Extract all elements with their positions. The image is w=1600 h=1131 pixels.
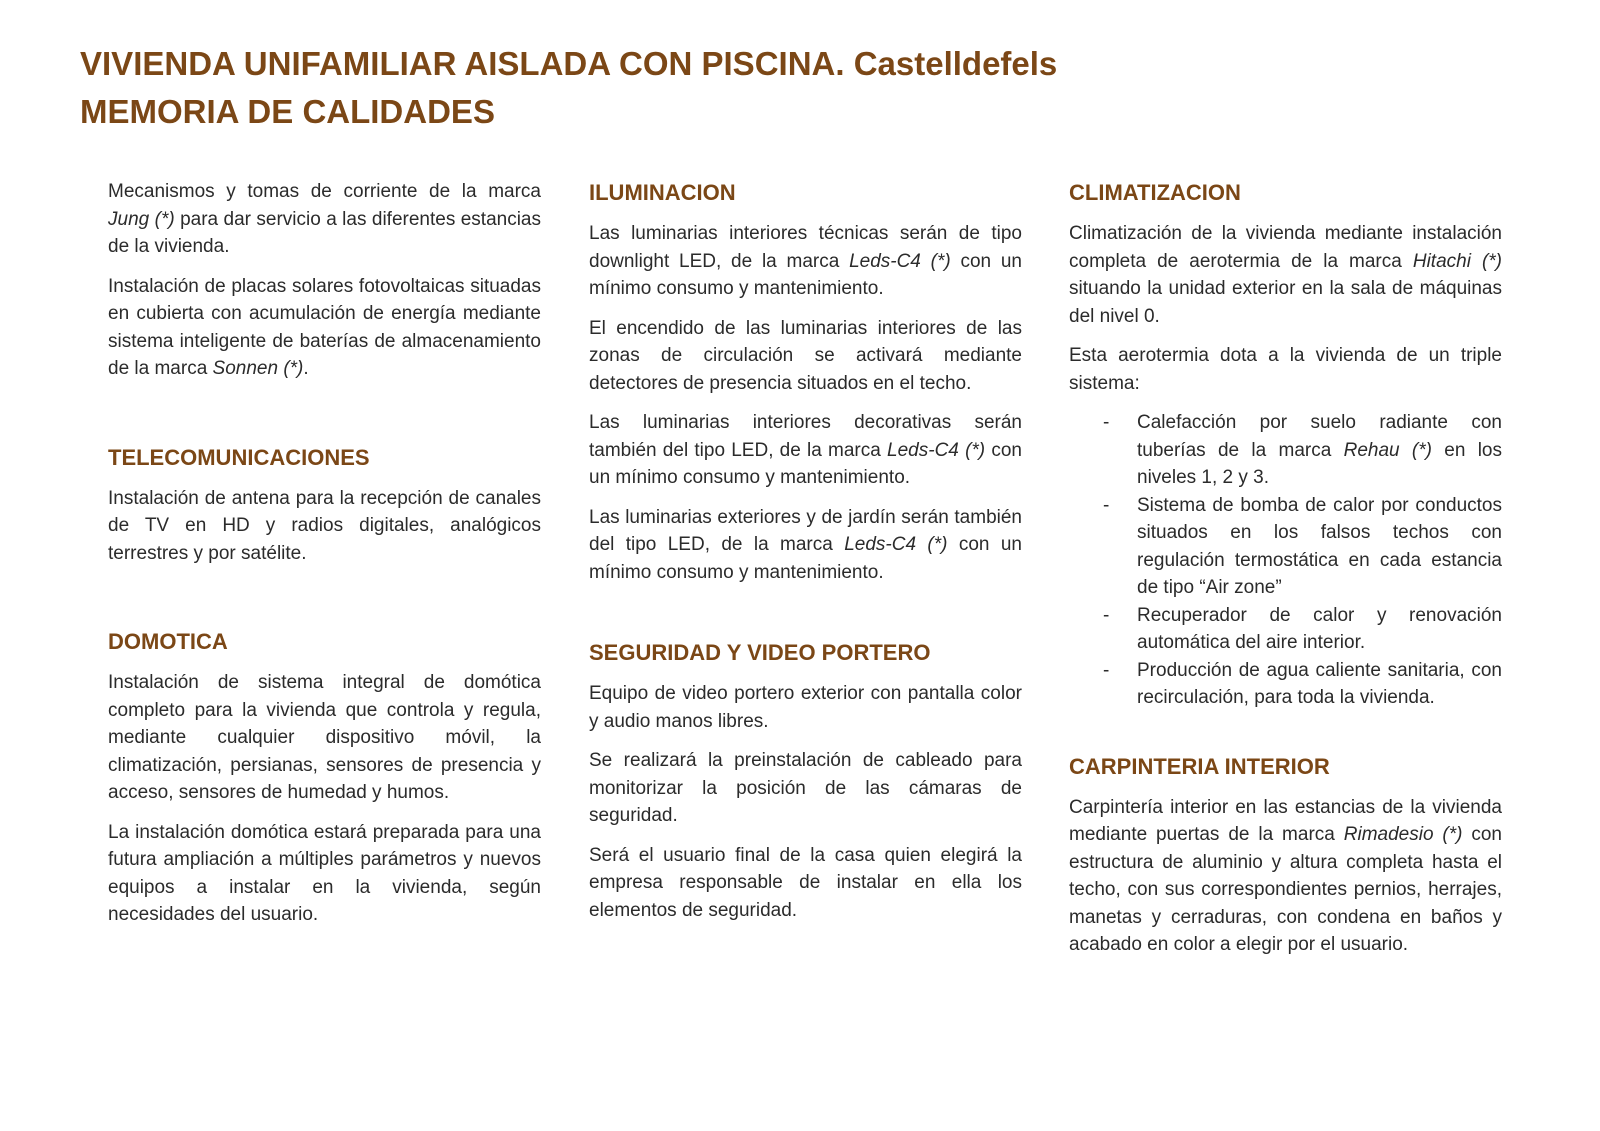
document-title [80, 40, 1057, 136]
column-1 [108, 178, 541, 941]
section-climatizacion [1069, 178, 1502, 712]
list-item: - Recuperador de calor y renovación automática del aire interior. [1137, 602, 1502, 657]
paragraph-iluminacion-1: Las luminarias interiores técnicas serán de tipo downlight LED, de la marca Leds-C4 (*) con un mínimo consumo y mantenimiento. [589, 223, 1023, 299]
heading-telecomunicaciones: TELECOMUNICACIONES [108, 444, 370, 470]
paragraph-domotica-1: Instalación de sistema integral de domótica completo para la vivienda que controla y regula, mediante cualquier dispositivo móvil, la climatización, persianas, sensores de presencia y acceso, sensores de humedad y humos. [108, 672, 541, 803]
heading-climatizacion: CLIMATIZACION [1069, 180, 1241, 205]
paragraph-carpinteria: Carpintería interior en las estancias de la vivienda mediante puertas de la marca Rimadesio (*) con estructura de aluminio y altura completa hasta el techo, con sus correspondientes pernios, herrajes, manetas y cerraduras, con condena en baños y acabado en color a elegir por el usuario. [1069, 796, 1503, 955]
brand-leds-c4: Leds-C4 (*) [844, 534, 948, 555]
list-item: - Calefacción por suelo radiante con tuberías de la marca Rehau (*) en los niveles 1, 2 y 3. [1137, 409, 1502, 492]
paragraph-mecanismos: Mecanismos y tomas de corriente de la marca Jung (*) para dar servicio a las diferentes estancias de la vivienda. [108, 181, 541, 257]
paragraph-antena: Instalación de antena para la recepción de canales de TV en HD y radios digitales, analógicos terrestres y por satélite. [108, 487, 541, 564]
section-telecomunicaciones [108, 443, 541, 568]
title-line-1: VIVIENDA UNIFAMILIAR AISLADA CON PISCINA. Castelldefels [80, 45, 1058, 82]
climatizacion-list [1069, 409, 1502, 712]
column-3 [1069, 178, 1502, 971]
brand-sonnen: Sonnen (*) [212, 358, 304, 379]
heading-domotica: DOMOTICA [108, 629, 228, 654]
heading-iluminacion: ILUMINACION [589, 180, 736, 205]
brand-jung: Jung (*) [108, 208, 175, 230]
paragraph-domotica-2: La instalación domótica estará preparada para una futura ampliación a múltiples parámetros y nuevos equipos a instalar en la vivienda, según necesidades del usuario. [108, 821, 541, 925]
brand-leds-c4: Leds-C4 (*) [849, 250, 951, 272]
brand-hitachi: Hitachi (*) [1412, 250, 1502, 272]
paragraph-seguridad-3: Será el usuario final de la casa quien elegirá la empresa responsable de instalar en ella los elementos de seguridad. [589, 844, 1022, 921]
brand-rimadesio: Rimadesio (*) [1343, 824, 1463, 845]
list-item: - Producción de agua caliente sanitaria, con recirculación, para toda la vivienda. [1137, 657, 1502, 712]
paragraph-placas-solares: Instalación de placas solares fotovoltaicas situadas en cubierta con acumulación de energía mediante sistema inteligente de baterías de almacenamiento de la marca Sonnen (*). [108, 275, 541, 379]
paragraph-iluminacion-3: Las luminarias interiores decorativas serán también del tipo LED, de la marca Leds-C4 (*) con un mínimo consumo y mantenimiento. [589, 412, 1022, 488]
section-carpinteria [1069, 752, 1502, 959]
heading-seguridad: SEGURIDAD Y VIDEO PORTERO [589, 640, 931, 665]
paragraph-iluminacion-2: El encendido de las luminarias interiores de las zonas de circulación se activará mediante detectores de presencia situados en el techo. [589, 317, 1022, 394]
heading-carpinteria: CARPINTERIA INTERIOR [1069, 753, 1330, 779]
paragraph-iluminacion-4: Las luminarias exteriores y de jardín serán también del tipo LED, de la marca Leds-C4 (*) con un mínimo consumo y mantenimiento. [589, 506, 1022, 583]
section-iluminacion [589, 178, 1022, 586]
column-2 [589, 178, 1022, 936]
title-line-2: MEMORIA DE CALIDADES [80, 93, 495, 130]
section-mecanismos [108, 178, 541, 383]
section-seguridad [589, 638, 1022, 924]
paragraph-seguridad-1: Equipo de video portero exterior con pantalla color y audio manos libres. [589, 683, 1022, 732]
brand-leds-c4: Leds-C4 (*) [887, 439, 986, 461]
paragraph-climatizacion-1: Climatización de la vivienda mediante instalación completa de aerotermia de la marca Hitachi (*) situando la unidad exterior en la sala de máquinas del nivel 0. [1069, 223, 1502, 327]
section-domotica [108, 627, 541, 929]
paragraph-climatizacion-2: Esta aerotermia dota a la vivienda de un triple sistema: [1069, 345, 1502, 394]
paragraph-seguridad-2: Se realizará la preinstalación de cableado para monitorizar la posición de las cámaras de seguridad. [589, 750, 1022, 826]
list-item: - Sistema de bomba de calor por conductos situados en los falsos techos con regulación termostática en cada estancia de tipo “Air zone” [1137, 492, 1502, 602]
brand-rehau: Rehau (*) [1343, 439, 1432, 461]
